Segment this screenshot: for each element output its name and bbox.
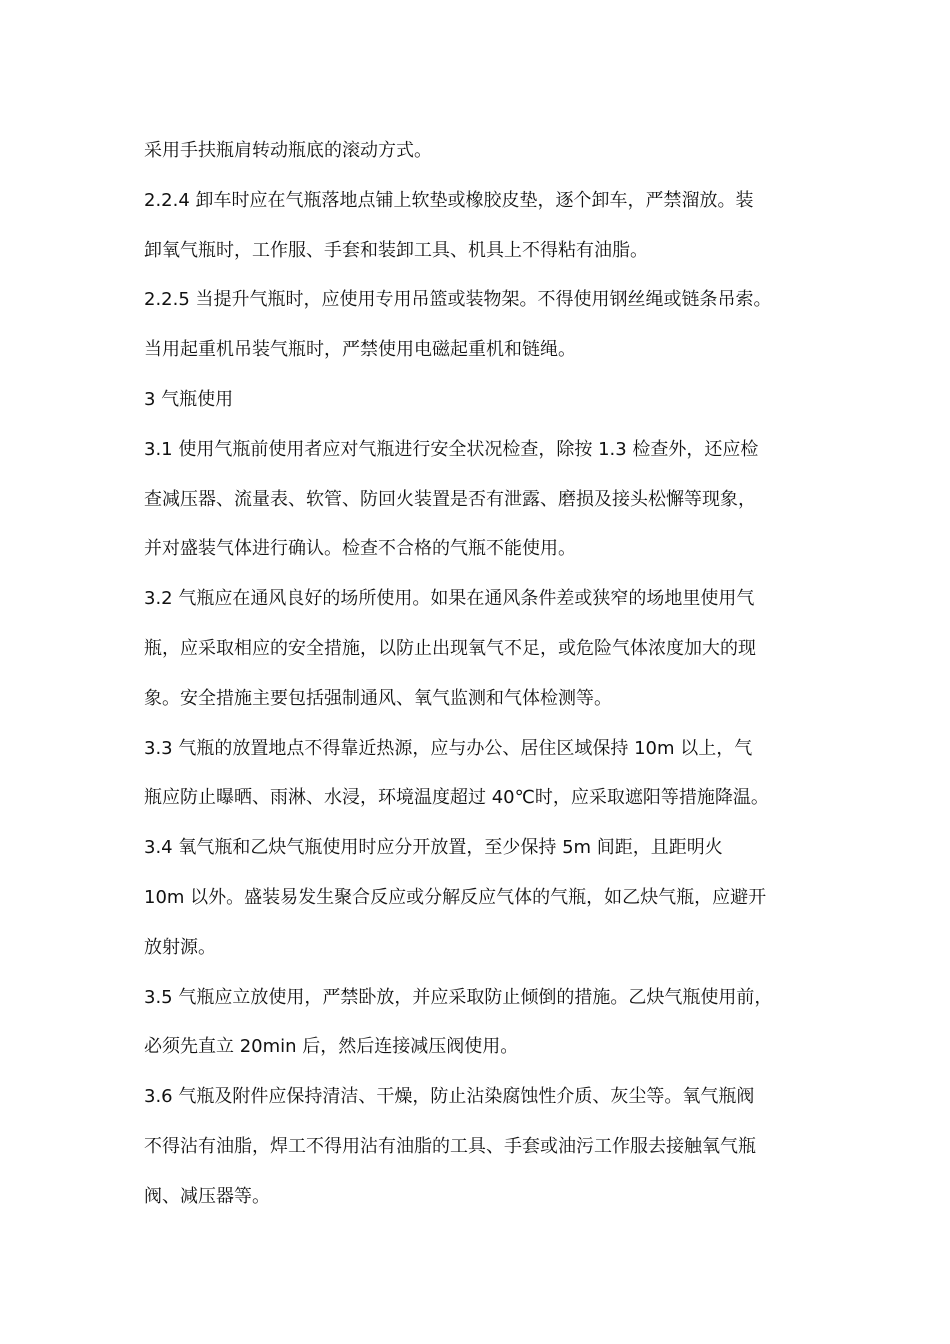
text-line: 当用起重机吊装气瓶时，严禁使用电磁起重机和链绳。 (144, 339, 576, 361)
text-line: 10m 以外。盛装易发生聚合反应或分解反应气体的气瓶，如乙炔气瓶，应避开 (144, 886, 767, 908)
text-line: 3.4 氧气瓶和乙炔气瓶使用时应分开放置，至少保持 5m 间距，且距明火 (144, 837, 723, 859)
text-line: 3.6 气瓶及附件应保持清洁、干燥，防止沾染腐蚀性介质、灰尘等。氧气瓶阀 (144, 1086, 755, 1108)
text-line: 2.2.5 当提升气瓶时，应使用专用吊篮或装物架。不得使用钢丝绳或链条吊索。 (144, 289, 772, 311)
text-line: 采用手扶瓶肩转动瓶底的滚动方式。 (144, 140, 432, 161)
text-line: 象。安全措施主要包括强制通风、氧气监测和气体检测等。 (144, 687, 612, 709)
text-line: 放射源。 (144, 936, 216, 958)
document-body (144, 126, 820, 1222)
text-line: 查减压器、流量表、软管、防回火装置是否有泄露、磨损及接头松懈等现象， (144, 488, 756, 510)
text-line: 2.2.4 卸车时应在气瓶落地点铺上软垫或橡胶皮垫，逐个卸车，严禁溜放。装 (144, 189, 754, 211)
text-line: 不得沾有油脂，焊工不得用沾有油脂的工具、手套或油污工作服去接触氧气瓶 (144, 1135, 756, 1157)
text-line: 3.3 气瓶的放置地点不得靠近热源，应与办公、居住区域保持 10m 以上，气 (144, 737, 753, 759)
text-line: 3.5 气瓶应立放使用，严禁卧放，并应采取防止倾倒的措施。乙炔气瓶使用前， (144, 986, 773, 1008)
text-line: 卸氧气瓶时，工作服、手套和装卸工具、机具上不得粘有油脂。 (144, 239, 648, 261)
text-line: 瓶应防止曝晒、雨淋、水浸，环境温度超过 40℃时，应采取遮阳等措施降温。 (144, 787, 769, 809)
text-line: 瓶，应采取相应的安全措施，以防止出现氧气不足，或危险气体浓度加大的现 (144, 637, 756, 659)
text-line: 3.1 使用气瓶前使用者应对气瓶进行安全状况检查，除按 1.3 检查外，还应检 (144, 438, 759, 460)
text-line: 必须先直立 20min 后，然后连接减压阀使用。 (144, 1036, 519, 1058)
text-line: 并对盛装气体进行确认。检查不合格的气瓶不能使用。 (144, 538, 576, 560)
section-heading: 3 气瓶使用 (144, 388, 234, 410)
text-line: 阀、减压器等。 (144, 1185, 270, 1207)
text-line: 3.2 气瓶应在通风良好的场所使用。如果在通风条件差或狭窄的场地里使用气 (144, 588, 755, 610)
